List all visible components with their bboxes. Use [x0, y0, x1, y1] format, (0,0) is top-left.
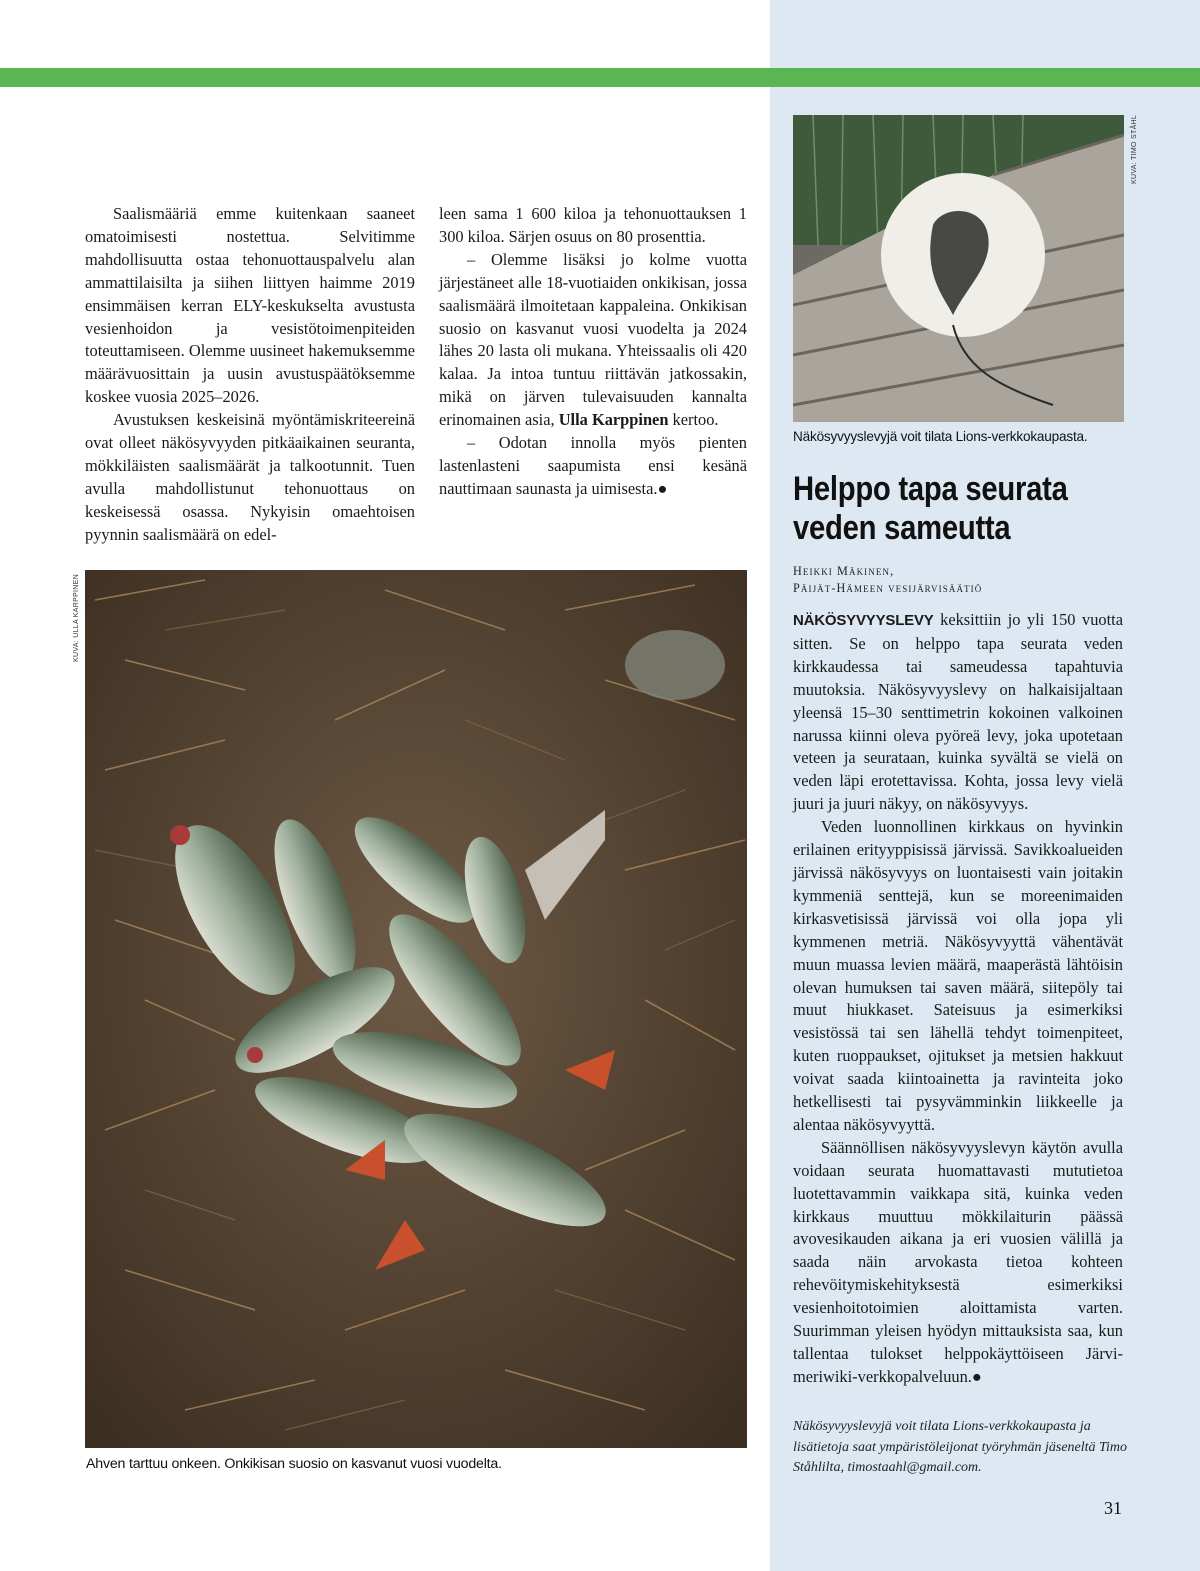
quote-text-end: kertoo.	[668, 410, 719, 430]
perch-catch-image	[85, 570, 747, 1448]
lead-word: NÄKÖSYVYYSLEVY	[793, 612, 934, 629]
article-column-2	[439, 203, 747, 501]
header-accent-bar	[0, 68, 1200, 87]
lead-text: keksittiin jo yli 150 vuotta sitten. Se on helppo tapa seurata veden kirkkaudessa tai sameudessa tapahtuvia muutoksia. Näkösyvyyslevy on halkaisijaltaan yleensä 15–30 senttimetrin kokoinen valkoinen narussa kiinni oleva pyöreä levy, joka upotetaan veteen ja seurataan, kuinka syvältä se vielä on veden läpi erotettavissa. Kohta, jossa levy vielä juuri ja juuri näkyy, on näkösyvyys.	[793, 610, 1123, 814]
article-paragraph: leen sama 1 600 kiloa ja tehonuottauksen 1 300 kiloa. Särjen osuus on 80 prosenttia.	[439, 204, 747, 246]
fish-photo	[85, 570, 747, 1448]
person-name: Ulla Karppinen	[558, 410, 669, 430]
disc-photo-credit: KUVA: TIMO STÅHL	[1131, 114, 1138, 184]
fish-photo-caption: Ahven tarttuu onkeen. Onkikisan suosio on kasvanut vuosi vuodelta.	[86, 1456, 502, 1472]
sidebar-headline: Helppo tapa seurata veden sameutta	[793, 470, 1068, 547]
quote-text: – Olemme lisäksi jo kolme vuotta järjestäneet alle 18-vuotiaiden onkikisan, jossa saalismäärä ilmoitetaan kappaleina. Onkikisan suosio on kasvanut vuosi vuodelta ja 2024 lähes 20 lasta oli mukana. Yhteissaalis oli 420 kalaa. Ja intoa tuntuu riittävän jatkossakin, mikä on järven tulevaisuuden kannalta erinomainen asia,	[439, 249, 747, 430]
secchi-disc-photo	[793, 115, 1124, 422]
article-paragraph	[439, 249, 747, 432]
disc-photo-caption: Näkösyvyyslevyjä voit tilata Lions-verkkokaupasta.	[793, 429, 1088, 444]
sidebar-note: Näkösyvyyslevyjä voit tilata Lions-verkkokaupasta ja lisätietoja saat ympäristöleijonat työryhmän jäseneltä Timo Ståhlilta, timostaahl@gmail.com.	[793, 1419, 1128, 1475]
sidebar-paragraph: Veden luonnollinen kirkkaus on hyvinkin erilainen erityyppisissä järvissä. Savikkoalueiden järvissä näkösyvyys on luontaisesti vain joitakin kymmeniä senttejä, kun se moreenimaiden kirkasvetisissä järvissä voi olla jopa yli kymmenen metriä. Näkösyvyyttä vähentävät muun muassa levien määrä, maaperästä lähtöisin olevan humuksen tai saven määrä, siitepöly tai muut hiukkaset. Sateisuus ja esimerkiksi vesistössä tai sen lähellä tehdyt toimenpiteet, kuten ruoppaukset, ojitukset ja metsien hakkuut voivat saada kiintoainetta ja ravinteita joko hetkellisesti tai pysyvämminkin liikkeelle ja alentaa näkösyvyyttä.	[793, 817, 1123, 1134]
sidebar-paragraph	[793, 609, 1123, 816]
author-organization: Päijät-Hämeen vesijärvisäätiö	[793, 581, 983, 595]
author-name: Heikki Mäkinen,	[793, 564, 895, 578]
byline	[793, 563, 982, 597]
sidebar-paragraph: Säännöllisen näkösyvyyslevyn käytön avulla voidaan seurata huomattavasti mututietoa luotettavammin vaikkapa sitä, kuinka veden kirkkaus muuttuu mökkilaiturin päässä avovesikauden aikana ja eri vuosien välillä ja saada näin arvokasta tietoa kohteen rehevöitymiskehityksestä esimerkiksi vesienhoitotoimien aloittamista varten. Suurimman yleisen hyödyn mittauksista saa, kun tallentaa tulokset helppokäyttöiseen Järvi-meriwiki-verkkopalveluun.●	[793, 1137, 1123, 1386]
article-paragraph: Avustuksen keskeisinä myöntämiskriteereinä ovat olleet näkösyvyyden pitkäaikainen seuranta, mökkiläisten saalismäärät ja talkootunnit. Tuen avulla mahdollistunut tehonuottaus on keskeisessä osassa. Nykyisin omaehtoisen pyynnin saalismäärä on edel-	[85, 410, 415, 544]
fish-photo-credit: KUVA: ULLA KARPPINEN	[73, 574, 80, 662]
article-column-1	[85, 203, 415, 547]
page-number: 31	[1104, 1498, 1122, 1518]
sidebar-body	[793, 609, 1123, 1389]
article-paragraph: – Odotan innolla myös pienten lastenlasteni saapumista ensi kesänä nauttimaan saunasta ja uimisesta.●	[439, 433, 747, 498]
secchi-disc-image	[793, 115, 1124, 422]
article-paragraph: Saalismääriä emme kuitenkaan saaneet omatoimisesti nostettua. Selvitimme mahdollisuutta ostaa tehonuottauspalvelu alan ammattilaisilta ja siihen liittyen haimme 2019 ensimmäisen kerran ELY-keskukselta avustusta vesienhoidon ja vesistötoimenpiteiden toteuttamiseen. Olemme uusineet hakemuksemme määrävuosittain ja uusin avustuspäätöksemme koskee vuosia 2025–2026.	[85, 204, 415, 407]
